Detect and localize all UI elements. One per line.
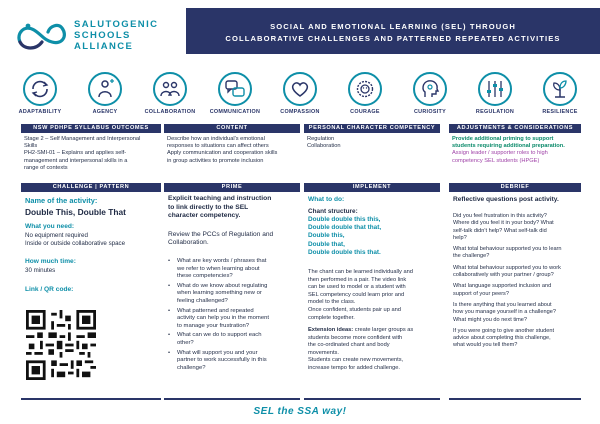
implement-instructions: The chant can be learned individually and then performed in a pair. The video link can be used to model or a student with SEL competency could learn prior and model to the class. Once confident, students pair up and complete together. [308, 269, 413, 321]
competency-resilience [530, 72, 590, 118]
competency-label: COURAGE [350, 109, 380, 115]
content-line: Apply communication and cooperation skills [167, 150, 278, 157]
content-body [167, 136, 302, 165]
competency-communication [205, 72, 265, 118]
prime-question: • What patterned and repeated activity can help you in the moment to manage your frustration? [168, 308, 300, 331]
competency-label: RESILIENCE [542, 109, 578, 115]
prime-question: • What can we do to support each other? [168, 332, 300, 347]
debrief-question: What language supported inclusion and support of your peers? [453, 283, 552, 297]
need-item: Inside or outside collaborative space [25, 240, 126, 247]
prime-review [168, 231, 273, 248]
competency-compassion [270, 72, 330, 118]
extension-ideas: Extension ideas: create larger groups as students become more confident with the co-ordinated chant and body movements. Students can create new movements, increase tempo for added challenge. [308, 327, 414, 371]
activity-name-value: Double This, Double That [25, 207, 126, 217]
prime-question: • What are key words / phrases that we refer to when learning about these competencies? [168, 258, 300, 281]
chant-line: Double double that that, [308, 224, 382, 232]
brand-line: SALUTOGENIC [74, 19, 159, 30]
prime-intro-line: Explicit teaching and instruction [168, 195, 272, 202]
implement-panel [304, 183, 440, 399]
infinity-heart-icon [14, 16, 70, 56]
activity-name-label: Name of the activity: [25, 196, 98, 205]
title-banner [186, 8, 600, 54]
debrief-question: Did you feel frustration in this activity? Where did you feel it in your body? What self-talk didn't help? What self-talk did help? [453, 213, 554, 241]
adjustments-line: competency SEL students (HPGE) [452, 157, 540, 164]
competency-adaptability [10, 72, 70, 118]
debrief-question: Is there anything that you learned about how you manage yourself in a challenge? What might you do next time? [453, 301, 556, 323]
brand-name [74, 19, 158, 52]
debrief-panel [449, 183, 581, 399]
content-header: CONTENT [164, 124, 300, 133]
competency-label: REGULATION [475, 109, 515, 115]
column-divider [164, 398, 300, 400]
competency-label: CURIOSITY [413, 109, 447, 115]
adjustments-body [452, 136, 582, 165]
footer-tagline: SEL the SSA way! [253, 406, 347, 417]
content-line: Describe how an individual's emotional [167, 136, 265, 142]
prime-intro [168, 195, 271, 221]
prime-question: • What will support you and your partner to work successfully in this challenge? [168, 350, 300, 373]
extension-label: Extension ideas: [308, 327, 354, 333]
chant-line: Double this, [308, 232, 345, 240]
link-label: Link / QR code: [25, 286, 74, 293]
compassion-heart-icon [289, 78, 311, 100]
adaptability-arrows-icon [29, 78, 51, 100]
column-divider [304, 398, 440, 400]
syllabus-line: Stage 2 – Self Management and Interpersonal [24, 136, 141, 142]
title-line-1: SOCIAL AND EMOTIONAL LEARNING (SEL) THROUGH [270, 22, 516, 31]
prime-intro-line: character competency. [168, 212, 241, 220]
brand-logo [14, 12, 184, 62]
competency-courage [335, 72, 395, 118]
debrief-question: If you were going to give another student advice about completing this challenge, what would you tell them? [453, 327, 555, 349]
competency-label: ADAPTABILITY [18, 109, 62, 115]
competency-label: AGENCY [92, 109, 118, 115]
column-divider [449, 398, 581, 400]
syllabus-line: management and interpersonal skills in a [24, 157, 128, 164]
competency-regulation [465, 72, 525, 118]
courage-lion-icon [354, 78, 376, 100]
collaboration-people-icon [159, 78, 181, 100]
agency-person-icon [94, 78, 116, 100]
qr-code-icon[interactable] [26, 310, 96, 380]
content-line: responses to situations can affect others [167, 143, 269, 150]
chant-structure-label: Chant structure: [308, 208, 358, 215]
syllabus-line: range of contexts [24, 164, 68, 171]
todo-label: What to do: [308, 196, 345, 203]
prime-review-line: Collaboration. [168, 239, 209, 247]
prime-header: PRIME [164, 183, 300, 192]
adjustments-line: Assign leader / supporter roles to high [452, 150, 548, 157]
curiosity-head-icon [419, 78, 441, 100]
adjustments-line: students requiring additional preparation. [452, 143, 565, 150]
challenge-header: CHALLENGE | PATTERN [21, 183, 161, 192]
competency-icons-row [10, 72, 594, 118]
need-list [25, 232, 125, 248]
brand-line: ALLIANCE [74, 41, 134, 52]
regulation-sliders-icon [484, 78, 506, 100]
competency-label: COMMUNICATION [209, 109, 261, 115]
syllabus-line: Skills [24, 143, 38, 150]
competency-curiosity [400, 72, 460, 118]
prime-panel [164, 183, 300, 399]
time-label: How much time: [25, 258, 76, 265]
personal-competency-header: PERSONAL CHARACTER COMPETENCY [304, 124, 440, 133]
competency-label: COLLABORATION [144, 109, 196, 115]
need-item: No equipment required [25, 232, 88, 239]
competency-collaboration [140, 72, 200, 118]
syllabus-header: NSW PDHPE SYLLABUS OUTCOMES [21, 124, 161, 133]
syllabus-line: PH2-SMI-01 – Explains and applies self- [24, 150, 127, 157]
debrief-question: What total behaviour supported you to learn the challenge? [453, 246, 562, 260]
content-line: in group activities to promote inclusion [167, 157, 264, 164]
competency-label: COMPASSION [280, 109, 320, 115]
title-line-2: COLLABORATIVE CHALLENGES AND PATTERNED REPEATED ACTIVITIES [225, 34, 561, 43]
communication-bubbles-icon [224, 78, 246, 100]
chant-line: Double that, [308, 240, 345, 248]
debrief-header: DEBRIEF [449, 183, 581, 192]
debrief-questions [453, 213, 583, 350]
time-value: 30 minutes [25, 267, 56, 274]
debrief-title: Reflective questions post activity. [453, 196, 559, 203]
chant-line: Double double this this, [308, 216, 381, 223]
competency-agency [75, 72, 135, 118]
syllabus-body [24, 136, 164, 172]
personal-competency-body [307, 136, 437, 150]
personal-item: Regulation [307, 136, 335, 142]
prime-intro-line: to link directly to the SEL [168, 203, 249, 211]
resilience-plant-icon [549, 78, 571, 100]
prime-questions [168, 258, 300, 374]
challenge-panel [21, 183, 161, 399]
brand-line: SCHOOLS [74, 30, 131, 41]
adjustments-line: Provide additional priming to support [452, 136, 554, 142]
personal-item: Collaboration [307, 143, 341, 150]
prime-review-line: Review the PCCs of Regulation and [168, 231, 274, 238]
adjustments-header: ADJUSTMENTS & CONSIDERATIONS [449, 124, 581, 133]
need-label: What you need: [25, 223, 75, 230]
prime-question: • What do we know about regulating when learning something new or feeling challenged? [168, 283, 300, 306]
chant-line: Double double this that. [308, 248, 381, 256]
chant-lines [308, 216, 381, 257]
implement-header: IMPLEMENT [304, 183, 440, 192]
column-divider [21, 398, 161, 400]
debrief-question: What total behaviour supported you to work collaboratively with your partner / group? [453, 264, 561, 279]
